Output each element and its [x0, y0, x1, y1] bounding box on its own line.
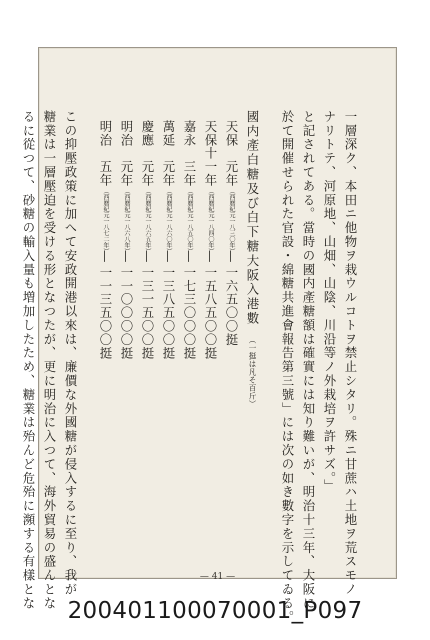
body-line: 一層深ク、本田ニ他物ヲ栽ウルコトヲ禁止シタリ。殊ニ甘蔗ハ土地ヲ荒スモノ: [343, 110, 358, 597]
table-row: [138, 110, 153, 555]
era-year: 嘉永 三年: [182, 120, 197, 187]
leader-dash: —: [161, 250, 176, 264]
era-year: 萬延 元年: [161, 120, 176, 187]
table-title-line: [243, 110, 258, 555]
body-line: 糖業は一層壓迫を受ける形となつたが、更に明治に入つて、海外貿易の盛んとな: [42, 110, 57, 611]
body-line: ナリトテ、河原地、山畑、山陰、川沿等ノ外栽培ヲ許サズ。」: [322, 110, 337, 493]
western-year: （西曆紀元一八七二年）: [102, 188, 109, 254]
import-amount: 一三一五〇〇挺: [140, 266, 155, 360]
era-year: 天保 元年: [224, 120, 239, 187]
table-row: [180, 110, 195, 555]
import-amount: 一三八五〇〇挺: [161, 266, 176, 360]
table-title: 國内產白糖及び白下糖大阪入港數: [245, 110, 260, 326]
import-amount: 一一〇〇〇〇挺: [119, 266, 134, 360]
western-year: （西曆紀元一八六八年）: [123, 188, 130, 254]
import-amount: 一一三五〇〇挺: [98, 266, 113, 360]
western-year: （西曆紀元一八三〇年）: [228, 188, 235, 254]
era-year: 慶應 元年: [140, 120, 155, 187]
table-row: [222, 110, 237, 555]
leader-dash: —: [119, 250, 134, 264]
era-year: 明治 五年: [98, 120, 113, 187]
table-row: [96, 110, 111, 555]
western-year: （西曆紀元一八六〇年）: [165, 188, 172, 254]
leader-dash: —: [98, 250, 113, 264]
table-row: [201, 110, 216, 555]
table-row: [159, 110, 174, 555]
table-row: [117, 110, 132, 555]
era-year: 天保十一年: [203, 120, 218, 187]
import-amount: 一六五〇〇挺: [224, 266, 239, 347]
leader-dash: —: [140, 250, 155, 264]
body-line: と記されてある。當時の國内產糖額は確實には知り難いが、明治十三年、大阪に: [301, 110, 316, 611]
import-amount: 一五八五〇〇挺: [203, 266, 218, 360]
body-line: この抑壓政策に加へて安政開港以來は、廉價な外國糖が侵入するに至り、我が: [63, 110, 78, 597]
table-unit-note: （一挺は凡そ百斤）: [248, 335, 257, 408]
western-year: （西曆紀元一八六五年）: [144, 188, 151, 254]
leader-dash: —: [182, 250, 197, 264]
import-amount: 一七三〇〇〇挺: [182, 266, 197, 360]
spacer: [264, 110, 272, 555]
file-caption: 200401100070001_P097: [67, 598, 363, 624]
body-line: るに從つて、砂糖の輸入量も増加したため、糖業は殆んど危殆に瀕する有樣とな: [21, 110, 36, 611]
page-number: — 41 —: [199, 572, 236, 582]
western-year: （西曆紀元一八五〇年）: [186, 188, 193, 254]
spacer: [82, 110, 90, 555]
era-year: 明治 元年: [119, 120, 134, 187]
western-year: （西曆紀元一八四〇年）: [207, 188, 214, 254]
leader-dash: —: [224, 250, 239, 264]
body-line: 於て開催せられた官設・綿糖共進會報告第三號」には次の如き數字を示してゐる。: [280, 110, 295, 625]
leader-dash: —: [203, 250, 218, 264]
